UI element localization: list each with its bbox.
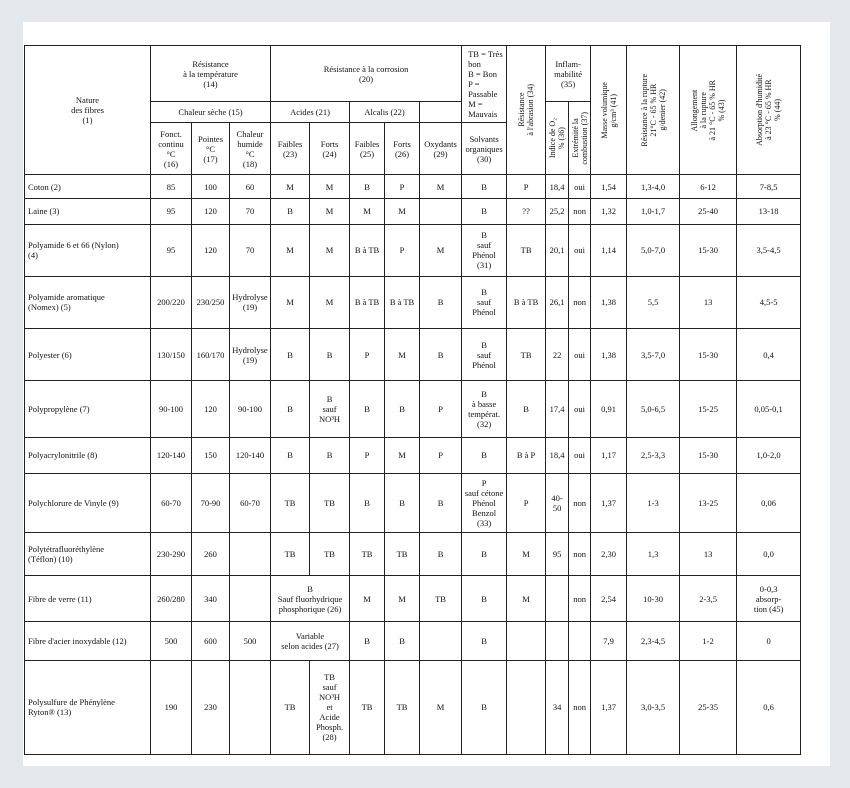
cell-fonct: 95 <box>151 199 192 224</box>
cell-solvants: B <box>462 622 507 661</box>
cell-indice-o2: 17,4 <box>546 381 569 437</box>
cell-absorption: 0,4 <box>737 328 801 380</box>
cell-acid-forts: B <box>310 437 350 474</box>
cell-fonct: 260/280 <box>151 576 192 622</box>
fiber-name: Laine (3) <box>25 199 151 224</box>
cell-solvants: B <box>462 199 507 224</box>
cell-acid-forts: M <box>310 175 350 199</box>
cell-allongement: 13 <box>680 532 737 576</box>
cell-chaleur-humide <box>230 660 271 754</box>
cell-extremite: non <box>569 576 591 622</box>
cell-solvants: B sauf Phénol <box>462 328 507 380</box>
cell-masse: 2,54 <box>591 576 627 622</box>
cell-abrasion <box>507 622 546 661</box>
cell-rupture: 5,0-7,0 <box>627 224 680 276</box>
fiber-name: Polyacrylonitrile (8) <box>25 437 151 474</box>
cell-fonct: 130/150 <box>151 328 192 380</box>
cell-extremite: non <box>569 532 591 576</box>
cell-alc-forts: B à TB <box>385 276 420 328</box>
cell-masse: 1,14 <box>591 224 627 276</box>
cell-indice-o2 <box>546 622 569 661</box>
cell-absorption: 1,0-2,0 <box>737 437 801 474</box>
cell-abrasion: B <box>507 381 546 437</box>
header-alcalis: Alcalis (22) <box>350 102 420 123</box>
cell-alc-forts: P <box>385 224 420 276</box>
cell-chaleur-humide: 60-70 <box>230 474 271 532</box>
header-abrasion: Résistance à l'abrasion (34) <box>507 46 546 175</box>
cell-rupture: 5,5 <box>627 276 680 328</box>
cell-masse: 7,9 <box>591 622 627 661</box>
cell-acid-forts: TB <box>310 532 350 576</box>
header-nature: Nature des fibres (1) <box>25 46 151 175</box>
cell-alc-forts: TB <box>385 532 420 576</box>
cell-abrasion: M <box>507 532 546 576</box>
cell-pointes: 150 <box>192 437 230 474</box>
cell-rupture: 2,3-4,5 <box>627 622 680 661</box>
table-row <box>25 576 801 622</box>
cell-masse: 1,37 <box>591 474 627 532</box>
header-corrosion: Résistance à la corrosion (20) <box>271 46 462 102</box>
cell-absorption: 0,05-0,1 <box>737 381 801 437</box>
cell-alc-faibles: B <box>350 622 385 661</box>
table-row <box>25 532 801 576</box>
cell-fonct: 95 <box>151 224 192 276</box>
cell-pointes: 260 <box>192 532 230 576</box>
header-oxydants: Oxydants (29) <box>420 123 462 175</box>
fiber-name: Polysulfure de Phénylène Ryton® (13) <box>25 660 151 754</box>
cell-allongement: 1-2 <box>680 622 737 661</box>
cell-indice-o2: 25,2 <box>546 199 569 224</box>
cell-allongement: 15-30 <box>680 224 737 276</box>
cell-chaleur-humide: 70 <box>230 199 271 224</box>
cell-chaleur-humide: 60 <box>230 175 271 199</box>
cell-acid-faibles: TB <box>271 532 310 576</box>
cell-allongement: 15-25 <box>680 381 737 437</box>
header-acid-forts: Forts (24) <box>310 123 350 175</box>
cell-allongement: 25-35 <box>680 660 737 754</box>
cell-oxydants: M <box>420 175 462 199</box>
table-row <box>25 437 801 474</box>
cell-solvants: B à basse températ. (32) <box>462 381 507 437</box>
cell-allongement: 2-3,5 <box>680 576 737 622</box>
header-alc-faibles: Faibles (25) <box>350 123 385 175</box>
cell-pointes: 230 <box>192 660 230 754</box>
cell-absorption: 3,5-4,5 <box>737 224 801 276</box>
cell-fonct: 500 <box>151 622 192 661</box>
cell-chaleur-humide: 120-140 <box>230 437 271 474</box>
cell-acid-faibles: B <box>271 328 310 380</box>
table-row <box>25 175 801 199</box>
table-row <box>25 276 801 328</box>
header-inflammabilite: Inflam- mabilité (35) <box>546 46 591 102</box>
cell-alc-faibles: M <box>350 199 385 224</box>
header-chaleur-seche: Chaleur sèche (15) <box>151 102 271 123</box>
table-row <box>25 224 801 276</box>
cell-acid-faibles: M <box>271 175 310 199</box>
cell-acid-faibles: M <box>271 276 310 328</box>
cell-acid-faibles: Variable selon acides (27) <box>271 622 350 661</box>
table-row <box>25 381 801 437</box>
cell-acid-forts: TB <box>310 474 350 532</box>
cell-acid-faibles: B <box>271 381 310 437</box>
cell-acid-forts: B <box>310 328 350 380</box>
cell-alc-faibles: TB <box>350 660 385 754</box>
cell-alc-faibles: B <box>350 474 385 532</box>
cell-indice-o2 <box>546 576 569 622</box>
cell-pointes: 230/250 <box>192 276 230 328</box>
cell-rupture: 3,5-7,0 <box>627 328 680 380</box>
cell-alc-faibles: B <box>350 381 385 437</box>
cell-alc-forts: M <box>385 437 420 474</box>
cell-alc-faibles: B <box>350 175 385 199</box>
header-rupture: Résistance à la rupture 21°C - 65 % HR g/denier (42) <box>627 46 680 175</box>
cell-pointes: 120 <box>192 381 230 437</box>
cell-fonct: 230-290 <box>151 532 192 576</box>
fiber-name: Fibre de verre (11) <box>25 576 151 622</box>
cell-rupture: 5,0-6,5 <box>627 381 680 437</box>
cell-alc-forts: M <box>385 199 420 224</box>
cell-abrasion <box>507 660 546 754</box>
cell-fonct: 200/220 <box>151 276 192 328</box>
cell-indice-o2: 95 <box>546 532 569 576</box>
cell-extremite <box>569 622 591 661</box>
cell-absorption: 7-8,5 <box>737 175 801 199</box>
cell-absorption: 0-0,3 absorp- tion (45) <box>737 576 801 622</box>
cell-acid-forts: M <box>310 276 350 328</box>
cell-allongement: 13-25 <box>680 474 737 532</box>
cell-alc-forts: P <box>385 175 420 199</box>
cell-acid-forts: B sauf NO³H <box>310 381 350 437</box>
fiber-name: Polychlorure de Vinyle (9) <box>25 474 151 532</box>
cell-indice-o2: 40-50 <box>546 474 569 532</box>
cell-rupture: 1-3 <box>627 474 680 532</box>
cell-alc-forts: B <box>385 474 420 532</box>
cell-acid-faibles: TB <box>271 474 310 532</box>
cell-chaleur-humide: 500 <box>230 622 271 661</box>
cell-acid-forts: M <box>310 199 350 224</box>
header-extremite: Extrémité la combustion (37) <box>569 102 591 175</box>
cell-indice-o2: 18,4 <box>546 175 569 199</box>
cell-masse: 1,38 <box>591 276 627 328</box>
cell-pointes: 600 <box>192 622 230 661</box>
cell-solvants: B <box>462 175 507 199</box>
cell-acid-faibles: TB <box>271 660 310 754</box>
cell-extremite: oui <box>569 328 591 380</box>
fiber-name: Coton (2) <box>25 175 151 199</box>
cell-extremite: oui <box>569 224 591 276</box>
cell-solvants: B <box>462 660 507 754</box>
cell-pointes: 340 <box>192 576 230 622</box>
cell-extremite: oui <box>569 381 591 437</box>
cell-masse: 1,32 <box>591 199 627 224</box>
cell-abrasion: P <box>507 474 546 532</box>
cell-solvants: B <box>462 437 507 474</box>
cell-chaleur-humide <box>230 576 271 622</box>
cell-absorption: 4,5-5 <box>737 276 801 328</box>
legend-box: TB = Très bon B = Bon P = Passable M = Mauvais <box>462 46 507 123</box>
cell-oxydants: P <box>420 381 462 437</box>
cell-alc-faibles: TB <box>350 532 385 576</box>
cell-fonct: 120-140 <box>151 437 192 474</box>
cell-absorption: 0,0 <box>737 532 801 576</box>
header-fonct: Fonct. continu °C (16) <box>151 123 192 175</box>
cell-fonct: 90-100 <box>151 381 192 437</box>
cell-alc-faibles: B à TB <box>350 224 385 276</box>
table-row <box>25 622 801 661</box>
cell-absorption: 13-18 <box>737 199 801 224</box>
cell-pointes: 100 <box>192 175 230 199</box>
cell-absorption: 0,06 <box>737 474 801 532</box>
fiber-name: Fibre d'acier inoxydable (12) <box>25 622 151 661</box>
cell-alc-forts: M <box>385 576 420 622</box>
cell-abrasion: P <box>507 175 546 199</box>
cell-extremite: non <box>569 474 591 532</box>
cell-rupture: 2,5-3,3 <box>627 437 680 474</box>
cell-acid-faibles: B Sauf fluorhydrique phosphorique (26) <box>271 576 350 622</box>
fiber-properties-table <box>24 45 801 755</box>
cell-indice-o2: 34 <box>546 660 569 754</box>
cell-solvants: B sauf Phénol <box>462 276 507 328</box>
cell-indice-o2: 20,1 <box>546 224 569 276</box>
header-blank <box>420 102 462 123</box>
fiber-name: Polypropylène (7) <box>25 381 151 437</box>
cell-extremite: non <box>569 660 591 754</box>
cell-extremite: oui <box>569 437 591 474</box>
cell-abrasion: ?? <box>507 199 546 224</box>
cell-masse: 1,17 <box>591 437 627 474</box>
cell-oxydants <box>420 622 462 661</box>
cell-alc-faibles: P <box>350 437 385 474</box>
cell-oxydants: TB <box>420 576 462 622</box>
cell-indice-o2: 18,4 <box>546 437 569 474</box>
cell-oxydants: B <box>420 532 462 576</box>
fiber-name: Polyamide aromatique (Nomex) (5) <box>25 276 151 328</box>
cell-chaleur-humide: 90-100 <box>230 381 271 437</box>
cell-rupture: 10-30 <box>627 576 680 622</box>
cell-acid-faibles: B <box>271 199 310 224</box>
cell-acid-forts: M <box>310 224 350 276</box>
cell-absorption: 0 <box>737 622 801 661</box>
cell-chaleur-humide <box>230 532 271 576</box>
header-masse: Masse volumique g/cm³ (41) <box>591 46 627 175</box>
cell-oxydants: B <box>420 276 462 328</box>
header-pointes: Pointes °C (17) <box>192 123 230 175</box>
cell-masse: 2,30 <box>591 532 627 576</box>
header-chaleur-humide: Chaleur humide °C (18) <box>230 123 271 175</box>
cell-abrasion: B à P <box>507 437 546 474</box>
cell-masse: 1,37 <box>591 660 627 754</box>
table-row <box>25 660 801 754</box>
cell-alc-forts: B <box>385 381 420 437</box>
cell-alc-forts: TB <box>385 660 420 754</box>
cell-allongement: 15-30 <box>680 328 737 380</box>
cell-solvants: B sauf Phénol (31) <box>462 224 507 276</box>
cell-abrasion: B à TB <box>507 276 546 328</box>
cell-pointes: 120 <box>192 224 230 276</box>
cell-rupture: 1,3-4,0 <box>627 175 680 199</box>
cell-oxydants: M <box>420 224 462 276</box>
table-row <box>25 474 801 532</box>
header-allongement: Allongement à la rupture à 21 °C - 65 % HR % (43) <box>680 46 737 175</box>
cell-fonct: 60-70 <box>151 474 192 532</box>
cell-abrasion: TB <box>507 224 546 276</box>
cell-pointes: 70-90 <box>192 474 230 532</box>
cell-oxydants: B <box>420 474 462 532</box>
cell-absorption: 0,6 <box>737 660 801 754</box>
header-acid-faibles: Faibles (23) <box>271 123 310 175</box>
cell-allongement: 25-40 <box>680 199 737 224</box>
fiber-name: Polyester (6) <box>25 328 151 380</box>
cell-alc-forts: M <box>385 328 420 380</box>
cell-allongement: 15-30 <box>680 437 737 474</box>
cell-acid-forts: TB sauf NO³H et Acide Phosph. (28) <box>310 660 350 754</box>
header-absorption: Absorption d'humidité à 23 °C - 65 % HR % (44) <box>737 46 801 175</box>
cell-abrasion: TB <box>507 328 546 380</box>
cell-rupture: 3,0-3,5 <box>627 660 680 754</box>
header-temperature: Résistance à la température (14) <box>151 46 271 102</box>
header-solvants: Solvants organiques (30) <box>462 123 507 175</box>
cell-indice-o2: 26,1 <box>546 276 569 328</box>
table-row <box>25 328 801 380</box>
cell-fonct: 85 <box>151 175 192 199</box>
cell-extremite: non <box>569 276 591 328</box>
fiber-name: Polyamide 6 et 66 (Nylon) (4) <box>25 224 151 276</box>
cell-acid-faibles: B <box>271 437 310 474</box>
cell-chaleur-humide: 70 <box>230 224 271 276</box>
cell-rupture: 1,0-1,7 <box>627 199 680 224</box>
cell-oxydants: P <box>420 437 462 474</box>
cell-solvants: B <box>462 576 507 622</box>
cell-fonct: 190 <box>151 660 192 754</box>
cell-solvants: B <box>462 532 507 576</box>
cell-oxydants <box>420 199 462 224</box>
cell-pointes: 120 <box>192 199 230 224</box>
header-indice-o2: Indice de O₂ % (36) <box>546 102 569 175</box>
cell-rupture: 1,3 <box>627 532 680 576</box>
header-alc-forts: Forts (26) <box>385 123 420 175</box>
cell-extremite: non <box>569 199 591 224</box>
cell-oxydants: M <box>420 660 462 754</box>
cell-indice-o2: 22 <box>546 328 569 380</box>
cell-pointes: 160/170 <box>192 328 230 380</box>
cell-allongement: 6-12 <box>680 175 737 199</box>
cell-chaleur-humide: Hydrolyse (19) <box>230 328 271 380</box>
cell-allongement: 13 <box>680 276 737 328</box>
cell-solvants: P sauf cétone Phénol Benzol (33) <box>462 474 507 532</box>
cell-abrasion: M <box>507 576 546 622</box>
cell-alc-faibles: M <box>350 576 385 622</box>
cell-alc-forts: B <box>385 622 420 661</box>
fiber-name: Polytétrafluoréthylène (Téflon) (10) <box>25 532 151 576</box>
cell-chaleur-humide: Hydrolyse (19) <box>230 276 271 328</box>
cell-masse: 0,91 <box>591 381 627 437</box>
cell-acid-faibles: M <box>271 224 310 276</box>
cell-alc-faibles: B à TB <box>350 276 385 328</box>
cell-oxydants: B <box>420 328 462 380</box>
cell-extremite: oui <box>569 175 591 199</box>
header-acides: Acides (21) <box>271 102 350 123</box>
table-row <box>25 199 801 224</box>
cell-masse: 1,38 <box>591 328 627 380</box>
cell-masse: 1,54 <box>591 175 627 199</box>
cell-alc-faibles: P <box>350 328 385 380</box>
